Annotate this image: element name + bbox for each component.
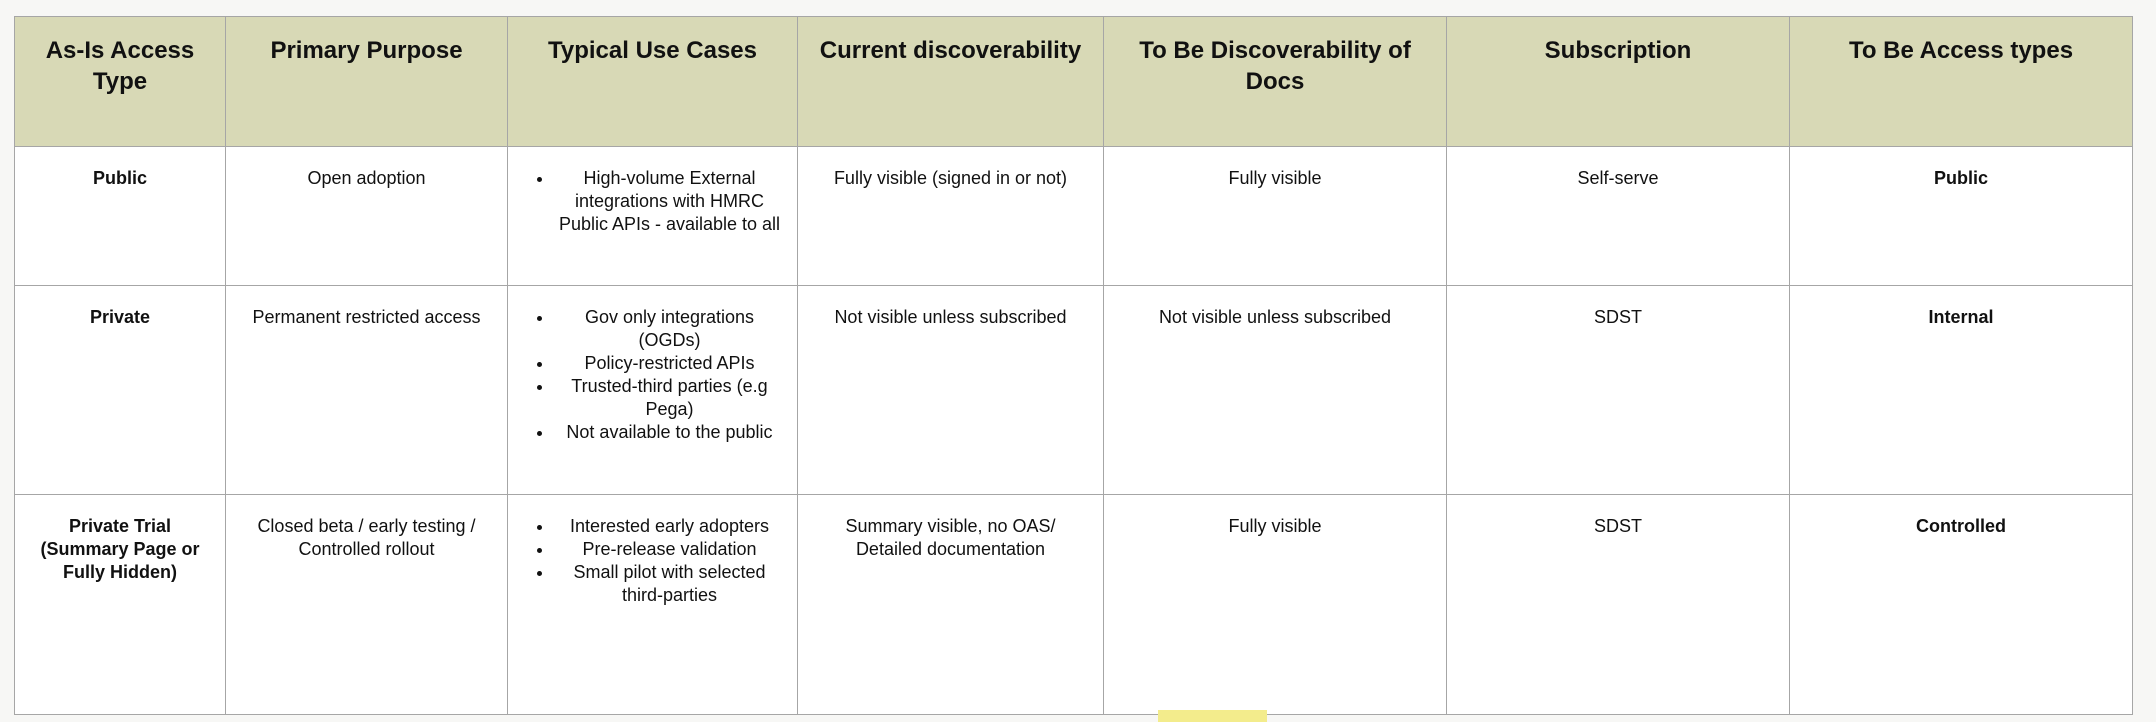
cell-to-be-access-type: Controlled <box>1790 495 2133 715</box>
header-to-be-access-types: To Be Access types <box>1790 17 2133 147</box>
table-row <box>15 147 2133 286</box>
use-case-list <box>522 515 783 607</box>
cell-current-discoverability: Summary visible, no OAS/ Detailed documentation <box>798 495 1104 715</box>
use-case-item: • High-volume External integrations with HMRC Public APIs - available to all <box>554 167 783 236</box>
use-case-item: • Trusted-third parties (e.g Pega) <box>554 375 783 421</box>
cell-access-type: Public <box>15 147 226 286</box>
header-to-be-discoverability: To Be Discoverability of Docs <box>1104 17 1447 147</box>
use-case-item: • Policy-restricted APIs <box>554 352 783 375</box>
use-case-item: • Gov only integrations (OGDs) <box>554 306 783 352</box>
cell-to-be-discoverability: Not visible unless subscribed <box>1104 286 1447 495</box>
cell-to-be-access-type: Public <box>1790 147 2133 286</box>
header-current-discoverability: Current discoverability <box>798 17 1104 147</box>
use-case-item: • Pre-release validation <box>554 538 783 561</box>
header-subscription: Subscription <box>1447 17 1790 147</box>
cell-to-be-discoverability: Fully visible <box>1104 147 1447 286</box>
cell-to-be-discoverability: Fully visible <box>1104 495 1447 715</box>
cell-subscription: SDST <box>1447 495 1790 715</box>
cell-access-type: Private Trial (Summary Page or Fully Hidden) <box>15 495 226 715</box>
cell-subscription: Self-serve <box>1447 147 1790 286</box>
cell-primary-purpose: Closed beta / early testing / Controlled rollout <box>226 495 508 715</box>
cell-access-type: Private <box>15 286 226 495</box>
header-row <box>15 17 2133 147</box>
cell-subscription: SDST <box>1447 286 1790 495</box>
cell-to-be-access-type: Internal <box>1790 286 2133 495</box>
header-typical-use-cases: Typical Use Cases <box>508 17 798 147</box>
table-row <box>15 286 2133 495</box>
cell-primary-purpose: Permanent restricted access <box>226 286 508 495</box>
use-case-list <box>522 306 783 444</box>
use-case-list <box>522 167 783 236</box>
cell-typical-use-cases <box>508 286 798 495</box>
cell-current-discoverability: Not visible unless subscribed <box>798 286 1104 495</box>
header-primary-purpose: Primary Purpose <box>226 17 508 147</box>
sticky-note-edge[interactable] <box>1158 710 1267 722</box>
use-case-item: • Not available to the public <box>554 421 783 444</box>
cell-current-discoverability: Fully visible (signed in or not) <box>798 147 1104 286</box>
header-as-is-access-type: As-Is Access Type <box>15 17 226 147</box>
use-case-item: • Interested early adopters <box>554 515 783 538</box>
cell-primary-purpose: Open adoption <box>226 147 508 286</box>
table-row <box>15 495 2133 715</box>
use-case-item: • Small pilot with selected third-parties <box>554 561 783 607</box>
cell-typical-use-cases <box>508 495 798 715</box>
access-types-table <box>14 16 2133 715</box>
cell-typical-use-cases <box>508 147 798 286</box>
